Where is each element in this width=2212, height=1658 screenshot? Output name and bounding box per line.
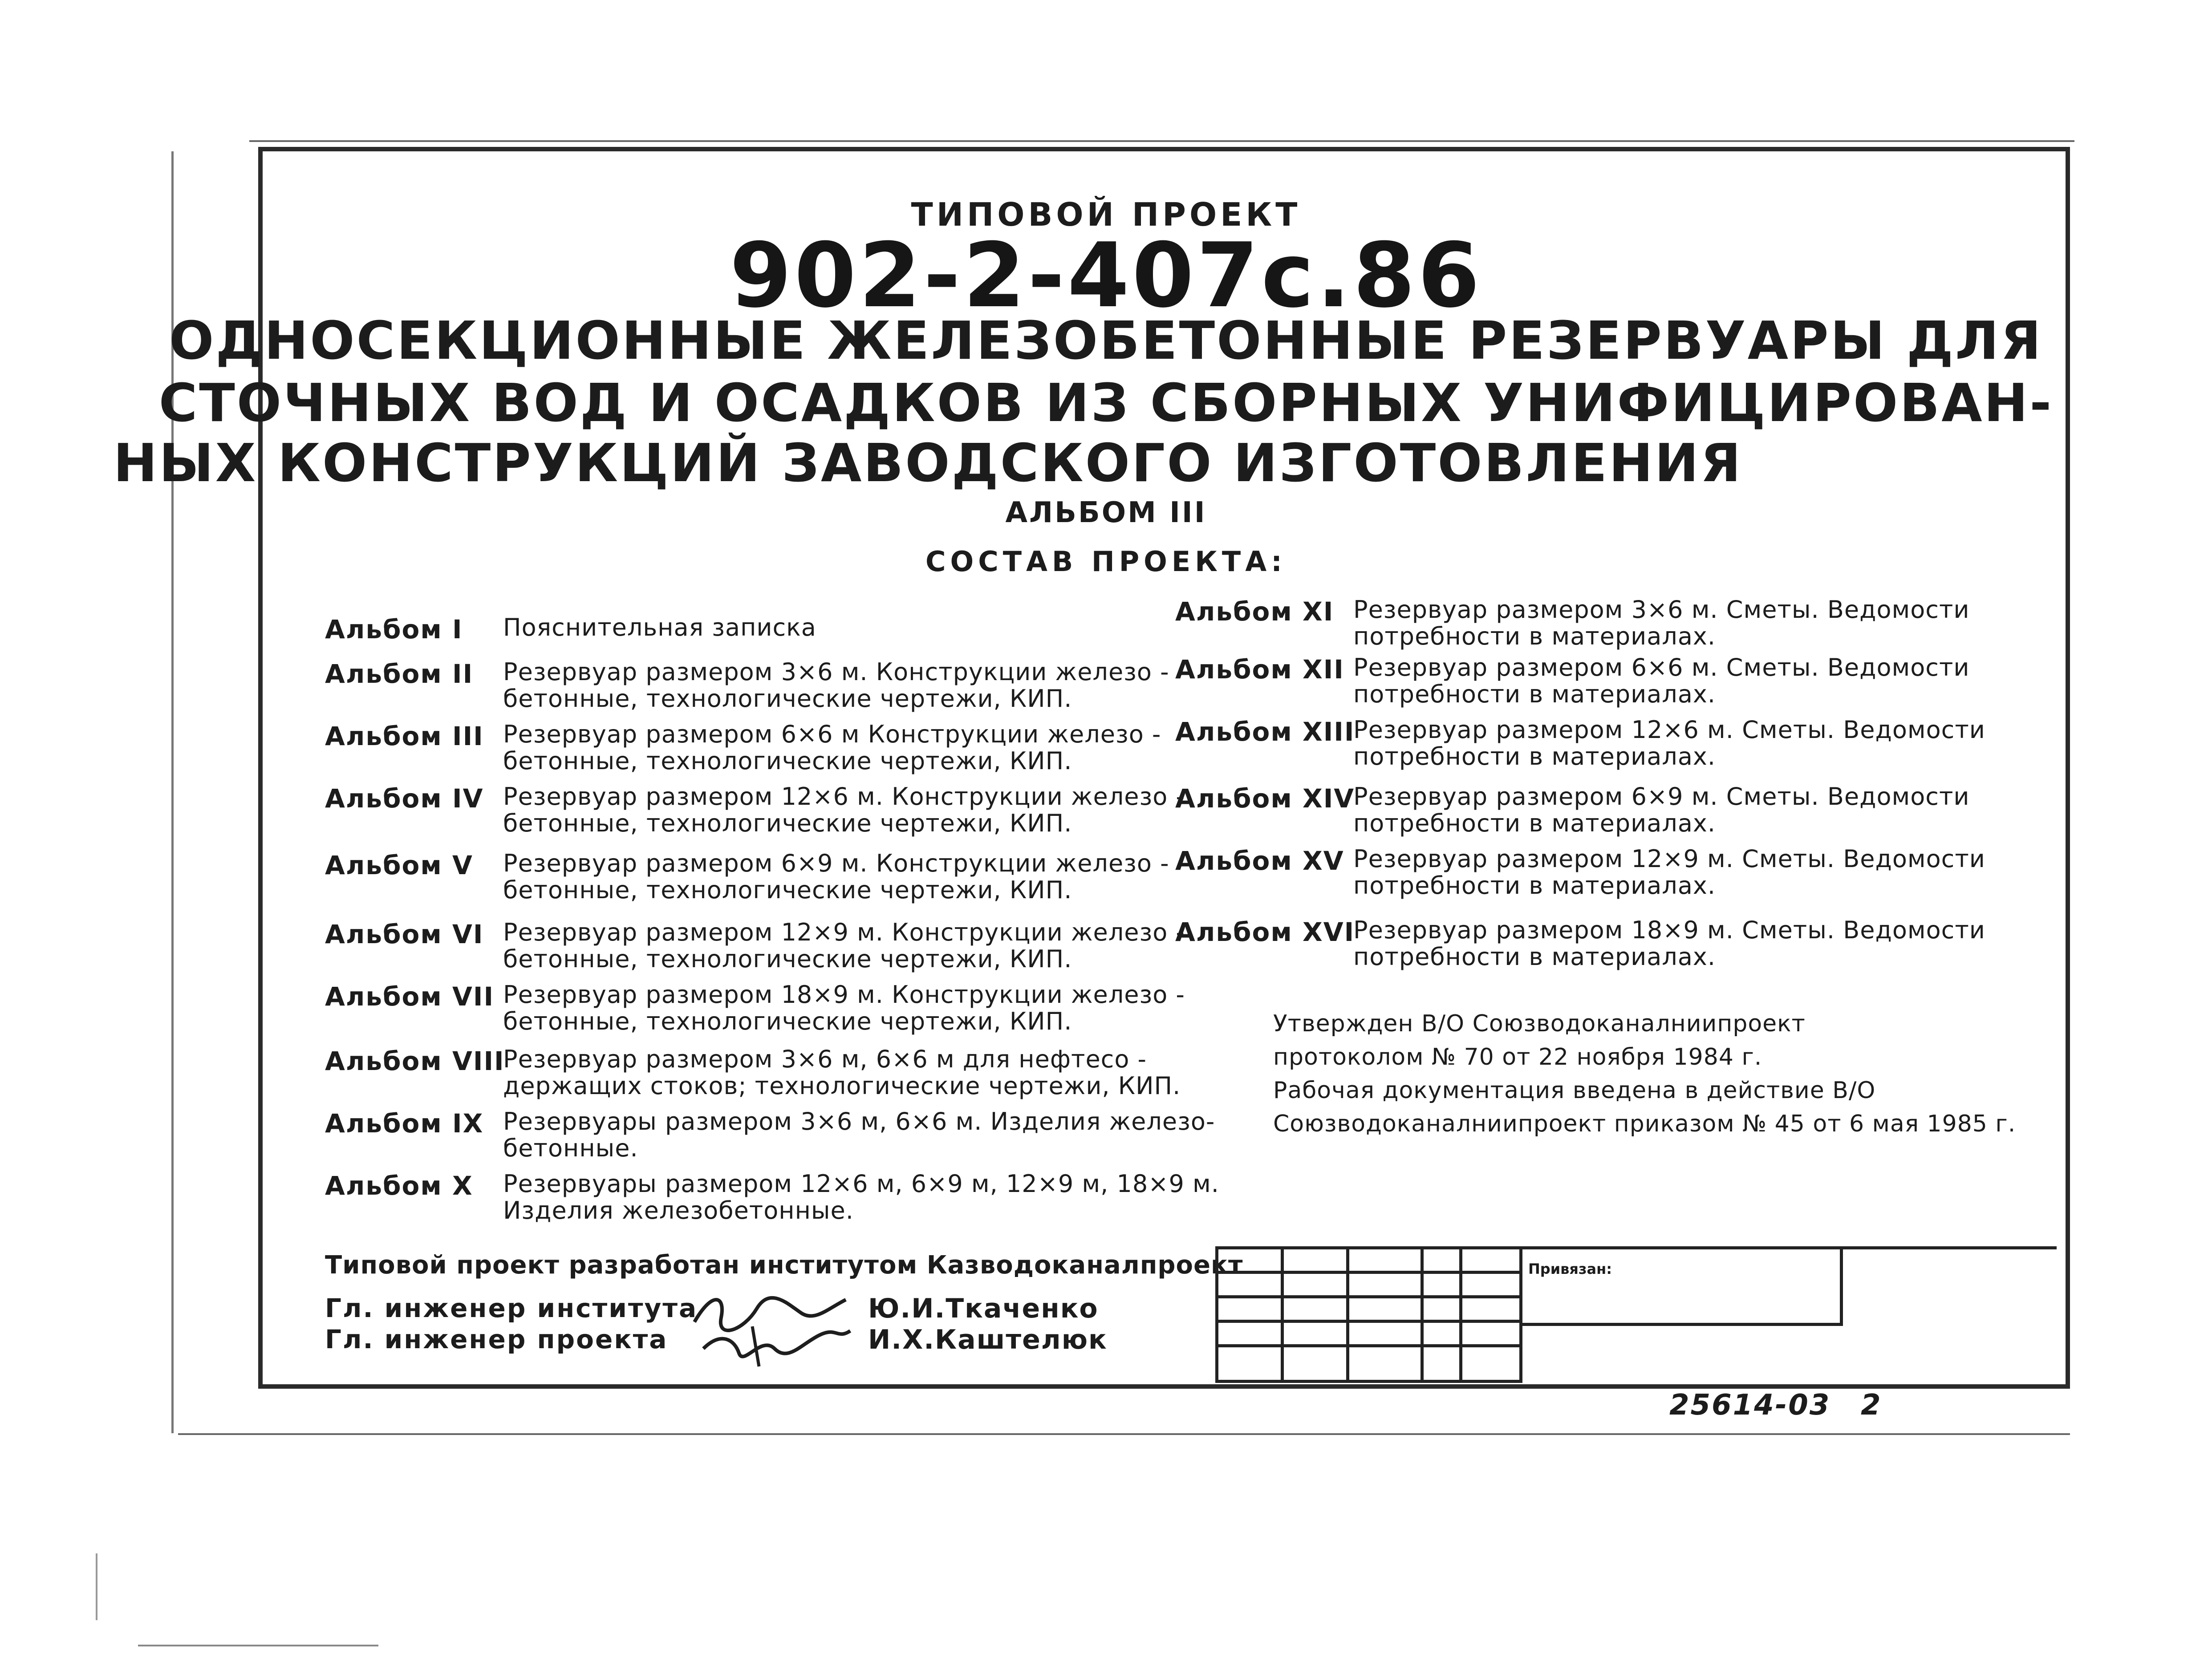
document-code: 25614-03 <box>1669 1389 1831 1422</box>
approval-line: Утвержден В/О Союзводоканалниипроект <box>1273 1010 1806 1037</box>
album-label: Альбом II <box>325 659 474 689</box>
album-description: Резервуар размером 12×6 м. Сметы. Ведомости потребности в материалах. <box>1353 716 1985 770</box>
album-description: Резервуар размером 3×6 м. Конструкции железо - бетонные, технологические чертежи, КИП. <box>503 658 1169 713</box>
approval-line: Союзводоканалниипроект приказом № 45 от 6 мая 1985 г. <box>1273 1111 2016 1137</box>
album-description: Резервуары размером 3×6 м, 6×6 м. Изделия железо- бетонные. <box>503 1107 1215 1162</box>
stamp-attachment-box <box>1519 1246 2057 1378</box>
album-label: Альбом I <box>325 614 463 645</box>
album-label: Альбом VII <box>325 981 495 1012</box>
album-description: Резервуар размером 12×9 м. Сметы. Ведомости потребности в материалах. <box>1353 845 1985 900</box>
album-label: Альбом VIII <box>325 1046 505 1076</box>
album-description: Пояснительная записка <box>503 613 816 641</box>
album-label: Альбом XV <box>1175 846 1344 876</box>
scan-artifact-line <box>138 1645 378 1646</box>
signature-role: Гл. инженер института <box>325 1293 698 1323</box>
album-description: Резервуар размером 6×6 м. Сметы. Ведомости потребности в материалах. <box>1353 653 1970 708</box>
album-description: Резервуар размером 18×9 м. Конструкции железо - бетонные, технологические чертежи, КИП. <box>503 981 1185 1035</box>
album-description: Резервуар размером 18×9 м. Сметы. Ведомости потребности в материалах. <box>1353 916 1985 971</box>
title-line-2: СТОЧНЫХ ВОД И ОСАДКОВ ИЗ СБОРНЫХ УНИФИЦИРОВАН- <box>158 372 2054 434</box>
title-line-1: ОДНОСЕКЦИОННЫЕ ЖЕЛЕЗОБЕТОННЫЕ РЕЗЕРВУАРЫ ДЛЯ <box>169 310 2043 371</box>
signature-name: Ю.И.Ткаченко <box>868 1293 1099 1324</box>
bottom-margin-line <box>178 1433 2070 1435</box>
title-line-3: НЫХ КОНСТРУКЦИЙ ЗАВОДСКОГО ИЗГОТОВЛЕНИЯ <box>113 432 1743 494</box>
album-label: Альбом XIV <box>1175 783 1355 814</box>
album-description: Резервуар размером 12×6 м. Конструкции железо - бетонные, технологические чертежи, КИП. <box>503 782 1185 837</box>
album-label: Альбом X <box>325 1171 473 1201</box>
page-number: 2 <box>1861 1389 1881 1422</box>
album-label: Альбом XI <box>1175 596 1334 627</box>
album-label: Альбом III <box>325 721 484 751</box>
frame-top-edge-stroke <box>249 140 2074 142</box>
stamp-grid <box>1215 1246 1522 1383</box>
album-description: Резервуар размером 3×6 м, 6×6 м для нефтесо - держащих стоков; технологические чертежи, КИП. <box>503 1045 1181 1100</box>
album-description: Резервуары размером 12×6 м, 6×9 м, 12×9 м, 18×9 м. Изделия железобетонные. <box>503 1170 1219 1224</box>
album-label: Альбом IX <box>325 1108 484 1139</box>
handwritten-signatures-image <box>686 1282 855 1371</box>
stamp-attachment-label: Привязан: <box>1528 1261 1612 1277</box>
album-description: Резервуар размером 6×6 м Конструкции железо - бетонные, технологические чертежи, КИП. <box>503 720 1161 775</box>
composition-heading: СОСТАВ ПРОЕКТА: <box>925 545 1287 578</box>
album-label: Альбом V <box>325 850 473 880</box>
album-label: Альбом XVI <box>1175 917 1355 947</box>
album-label: Альбом XII <box>1175 654 1344 685</box>
album-label: Альбом IV <box>325 783 484 814</box>
scan-artifact-line <box>96 1553 97 1620</box>
project-number: 902-2-407с.86 <box>730 224 1482 328</box>
album-description: Резервуар размером 6×9 м. Сметы. Ведомости потребности в материалах. <box>1353 782 1970 837</box>
approval-line: протоколом № 70 от 22 ноября 1984 г. <box>1273 1044 1762 1070</box>
album-description: Резервуар размером 3×6 м. Сметы. Ведомости потребности в материалах. <box>1353 596 1970 650</box>
signature-name: И.Х.Каштелюк <box>868 1324 1108 1355</box>
project-kicker: ТИПОВОЙ ПРОЕКТ <box>911 196 1301 233</box>
album-label: Альбом XIII <box>1175 717 1355 747</box>
album-description: Резервуар размером 12×9 м. Конструкции железо - бетонные, технологические чертежи, КИП. <box>503 918 1185 973</box>
album-label: Альбом VI <box>325 919 484 949</box>
approval-line: Рабочая документация введена в действие В/О <box>1273 1077 1876 1104</box>
album-number: АЛЬБОМ III <box>1005 496 1207 529</box>
signature-role: Гл. инженер проекта <box>325 1324 668 1354</box>
album-description: Резервуар размером 6×9 м. Конструкции железо - бетонные, технологические чертежи, КИП. <box>503 849 1169 904</box>
developer-line: Типовой проект разработан институтом Казводоканалпроект <box>325 1251 1243 1280</box>
